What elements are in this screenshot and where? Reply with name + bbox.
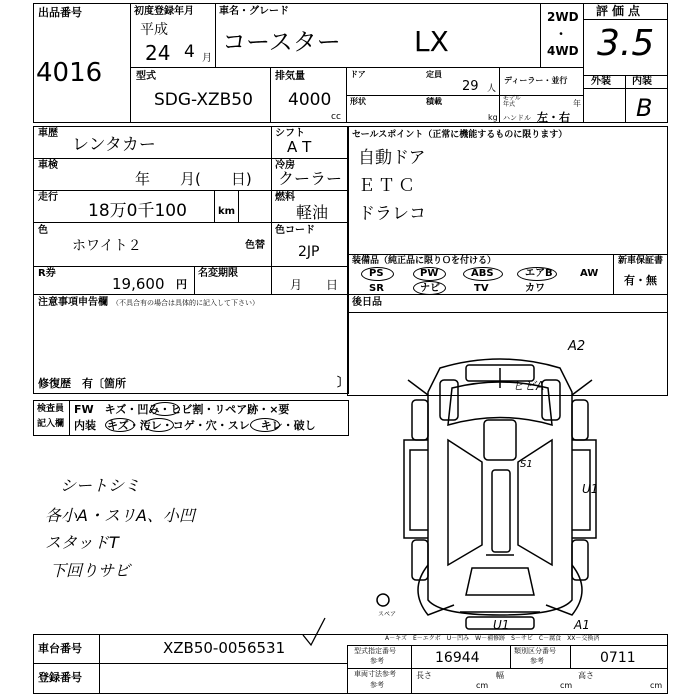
note-line-2: 各小A・スリA、小凹: [45, 506, 195, 525]
shift-value: AT: [287, 138, 318, 156]
drive-4wd: 4WD: [547, 44, 579, 58]
month-unit: 月: [202, 53, 212, 64]
equip-pw: PW: [420, 268, 439, 279]
inspection-label-1: 検査員: [37, 404, 65, 414]
km-unit: km: [218, 206, 236, 217]
name-change-value: 月 日: [290, 278, 339, 292]
interior-grade: B: [636, 94, 653, 122]
mileage-label: 走行: [38, 192, 58, 203]
kg-unit: kg: [488, 113, 498, 122]
classification-value: 0711: [600, 650, 636, 666]
mark-u1-right: U1: [582, 482, 599, 496]
drive-dot: ・: [555, 27, 568, 41]
note-line-3: スタッドT: [45, 533, 119, 552]
sales-point-3: ドラレコ: [358, 204, 426, 224]
drive-2wd: 2WD: [547, 10, 579, 24]
era: 平成: [140, 22, 168, 38]
model-label: 型式: [136, 71, 156, 82]
reg-number-label: 登録番号: [38, 671, 82, 684]
first-reg-label: 初度登録年月: [134, 6, 194, 17]
equip-aw: AW: [580, 268, 599, 279]
cc-unit: cc: [331, 112, 341, 122]
cm-unit-3: cm: [650, 681, 663, 690]
ac-label: 冷房: [275, 160, 295, 171]
interior-label: 内装: [632, 76, 652, 87]
damage-legend: A－キズ E－エクボ U－凹み W－補修跡 S－サビ C－腐食 XX－交換済: [385, 635, 600, 642]
warranty-value: 有・無: [624, 274, 657, 287]
mark-s1: S1: [520, 459, 533, 470]
sales-points-label: セールスポイント（正常に機能するものに限ります）: [352, 130, 568, 140]
car-name: コースター: [222, 28, 341, 56]
reg-month: 4: [184, 42, 195, 62]
shift-label: シフト: [275, 128, 305, 139]
fuel-value: 軽油: [296, 203, 329, 222]
equip-leather: カワ: [525, 283, 545, 294]
color-code-value: 2JP: [298, 244, 320, 260]
size-label: 車両寸法参考: [354, 670, 396, 678]
recycle-value: 19,600: [112, 275, 165, 293]
model-value: SDG-XZB50: [154, 90, 253, 110]
capacity-label: 定員: [426, 70, 442, 79]
reg-year: 24: [145, 41, 171, 65]
length-label: 長さ: [416, 671, 432, 680]
warranty-label: 新車保証書: [618, 256, 664, 266]
score-label: 評価点: [596, 4, 645, 18]
color-label: 色: [38, 225, 48, 236]
mileage-value: 18万0千100: [88, 201, 187, 221]
lot-number: 4016: [36, 58, 103, 88]
fuel-label: 燃料: [275, 192, 295, 203]
repair-close: 〕: [337, 375, 350, 389]
displacement-value: 4000: [288, 90, 332, 110]
classification-label: 類別区分番号: [514, 647, 556, 655]
displacement-label: 排気量: [275, 71, 305, 82]
chassis-label: 車台番号: [38, 642, 82, 655]
door-label: ドア: [350, 70, 366, 79]
type-designation-value: 16944: [435, 650, 480, 666]
notes-label: 注意事項申告欄: [38, 297, 108, 308]
cm-unit-1: cm: [476, 681, 489, 690]
equip-navi: ナビ: [420, 283, 440, 294]
ref-label-1: 参考: [370, 657, 384, 665]
color-code-label: 色コード: [275, 225, 315, 236]
handle-label: ハンドル: [503, 114, 531, 122]
score-value: 3.5: [597, 23, 655, 64]
equipment-label: 装備品（純正品に限りＯを付ける）: [352, 256, 497, 266]
dealer-label: ディーラー・並行: [504, 76, 568, 85]
width-label: 幅: [496, 671, 504, 680]
spare-label: スペア: [378, 611, 397, 618]
cm-unit-2: cm: [560, 681, 573, 690]
lot-label: 出品番号: [38, 6, 82, 19]
inspector-label: 後日品: [352, 297, 382, 308]
repair-history: 修復歴 有〔箇所: [38, 377, 126, 390]
handle-value: 左・右: [537, 111, 570, 124]
equip-tv: TV: [474, 283, 489, 294]
inspection-label: 車検: [38, 160, 58, 171]
capacity-value: 29: [462, 79, 479, 94]
equip-abs: ABS: [471, 268, 494, 279]
mark-crack-a: ヒビA: [512, 379, 545, 393]
history-label: 車歴: [38, 128, 58, 139]
exterior-label: 外装: [591, 76, 611, 87]
chassis-value: XZB50-0056531: [163, 639, 286, 657]
name-change-label: 名変期限: [198, 268, 238, 279]
inspection-row-1: FW キズ・凹み・ヒビ割・リペア跡・×要: [74, 403, 290, 416]
ref-label-3: 参考: [370, 681, 384, 689]
inspection-label-2: 記入欄: [37, 419, 65, 429]
inspection-row-2: 内装 キズ・汚レ・コゲ・穴・スレ キレ・破し: [74, 419, 316, 432]
car-name-label: 車名・グレード: [219, 6, 289, 17]
mark-a1: A1: [574, 618, 590, 632]
mark-a2: A2: [568, 339, 586, 354]
type-designation-label: 型式指定番号: [354, 647, 396, 655]
note-line-1: シートシミ: [60, 476, 141, 495]
load-label: 積載: [426, 97, 442, 106]
notes-sub: （不具合有の場合は具体的に記入して下さい）: [112, 299, 259, 307]
recycle-label: R券: [38, 268, 56, 279]
equip-airbag: エアB: [525, 268, 553, 279]
sales-point-2: ＥＴＣ: [358, 176, 418, 196]
mark-u1-bottom: U1: [493, 618, 510, 632]
year-unit: 年: [573, 99, 581, 108]
height-label: 高さ: [578, 671, 594, 680]
recolor-label: 色替: [245, 240, 265, 251]
shape-label: 形状: [350, 97, 366, 106]
person-unit: 人: [487, 84, 497, 94]
color-value: ホワイト２: [72, 238, 142, 254]
model-year-label: モデル年式: [503, 95, 521, 108]
equip-sr: SR: [369, 283, 384, 294]
yen-unit: 円: [176, 278, 187, 291]
equip-ps: PS: [369, 268, 384, 279]
sales-point-1: 自動ドア: [358, 148, 426, 168]
ref-label-2: 参考: [530, 657, 544, 665]
grade: LX: [414, 25, 449, 58]
ac-value: クーラー: [278, 169, 343, 188]
history-value: レンタカー: [72, 135, 156, 155]
note-line-4: 下回りサビ: [50, 561, 131, 580]
inspection-value: 年 月( 日): [135, 170, 252, 188]
